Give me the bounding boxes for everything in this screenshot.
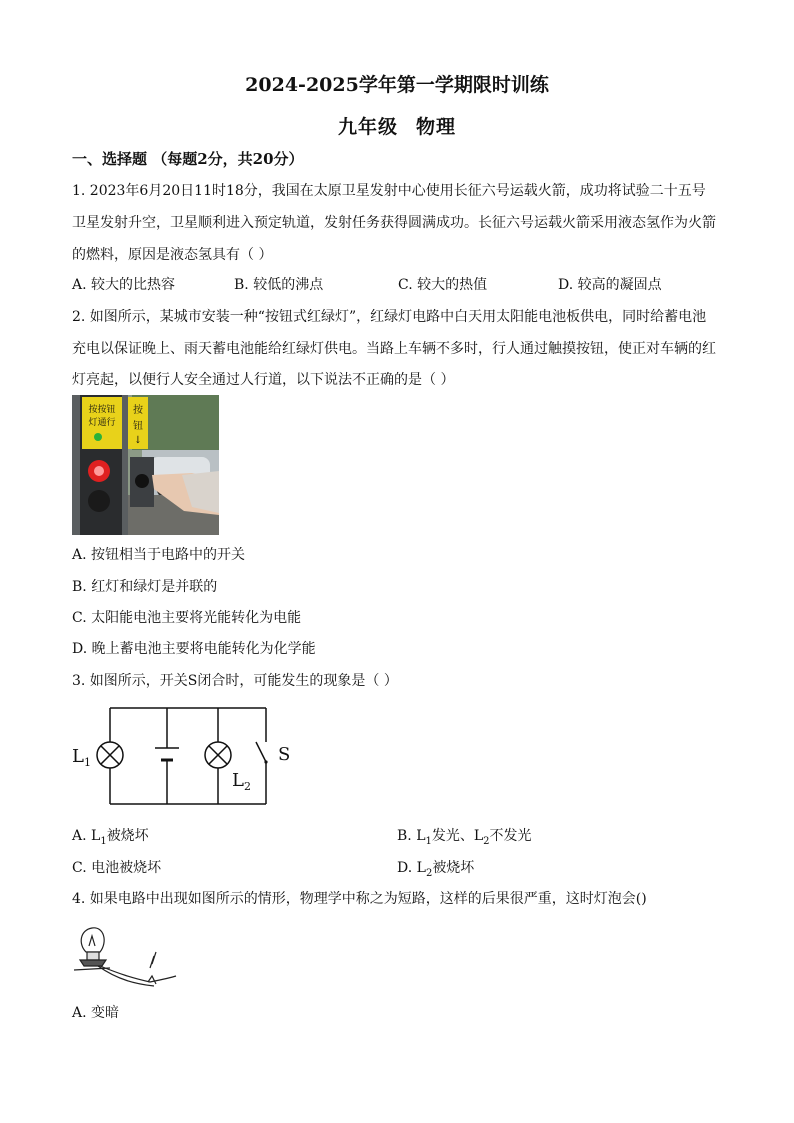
svg-text:↓: ↓: [133, 435, 143, 446]
q1-option-a: A. 较大的比热容: [72, 277, 176, 293]
circuit-diagram: [70, 700, 310, 814]
subject-label: 物理: [416, 116, 457, 138]
short-circuit-figure: [70, 922, 190, 1006]
sign-text-4: 钮: [133, 421, 143, 432]
circuit-diagram-svg: [70, 700, 310, 810]
lamp-l1-icon: [97, 742, 123, 768]
q1-option-d: D. 较高的凝固点: [558, 277, 662, 293]
q1-option-b: B. 较低的沸点: [234, 277, 324, 293]
green-light-icon: [88, 490, 110, 512]
q2-option-a: A. 按钮相当于电路中的开关: [72, 547, 246, 563]
q2-option-c: C. 太阳能电池主要将光能转化为电能: [72, 610, 302, 626]
sign-text-2: 灯通行: [88, 418, 116, 428]
q3-option-b: B. $L_1$发光、$L_2$不发光: [397, 828, 532, 847]
traffic-light-illustration: [72, 395, 219, 535]
q4-text-line-1: 4. 如果电路中出现如图所示的情形，物理学中称之为短路，这样的后果很严重，这时灯泡会(): [72, 891, 647, 907]
q3-option-a: A. $L_1$被烧坏: [72, 828, 149, 847]
label-l1: $L_1$: [72, 746, 91, 769]
q1-option-c: C. 较大的热值: [398, 277, 488, 293]
grade-label: 九年级: [337, 116, 398, 138]
bulb-short-circuit-icon: [70, 922, 190, 1002]
lamp-l2-icon: [205, 742, 231, 768]
exam-title: 2024-2025学年第一学期限时训练: [245, 74, 549, 96]
q1-text-line-2: 卫星发射升空，卫星顺利进入预定轨道，发射任务获得圆满成功。长征六号运载火箭采用液态氢作为火箭: [72, 215, 716, 231]
q1-text-line-3: 的燃料，原因是液态氢具有（ ）: [72, 247, 273, 263]
section-heading: 一、选择题 （每题2分，共20分）: [72, 150, 304, 168]
switch-icon: [264, 760, 267, 763]
traffic-light-photo: [72, 395, 219, 535]
battery-icon: [155, 748, 179, 760]
exam-subtitle: [0, 112, 794, 139]
q3-option-d: D. $L_2$被烧坏: [397, 860, 475, 879]
label-s: S: [278, 744, 291, 765]
q3-option-c: C. 电池被烧坏: [72, 860, 162, 876]
q2-option-d: D. 晚上蓄电池主要将电能转化为化学能: [72, 641, 316, 657]
q4-option-a: A. 变暗: [72, 1005, 120, 1021]
q3-text-line-1: 3. 如图所示，开关S闭合时，可能发生的现象是（ ）: [72, 673, 398, 689]
label-l2: $L_2$: [232, 770, 251, 793]
q2-option-b: B. 红灯和绿灯是并联的: [72, 579, 218, 595]
q2-text-line-2: 充电以保证晚上、雨天蓄电池能给红绿灯供电。当路上车辆不多时，行人通过触摸按钮，使正对车辆的红: [72, 341, 716, 357]
sign-text-1: 按按钮: [88, 405, 116, 415]
q2-text-line-3: 灯亮起，以便行人安全通过人行道，以下说法不正确的是（ ）: [72, 372, 455, 388]
q1-text-line-1: 1. 2023年6月20日11时18分，我国在太原卫星发射中心使用长征六号运载火箭，成功将试验二十五号: [72, 183, 706, 199]
q2-text-line-1: 2. 如图所示，某城市安装一种“按钮式红绿灯”，红绿灯电路中白天用太阳能电池板供电，同时给蓄电池: [72, 309, 707, 325]
sign-text-3: 按: [133, 405, 143, 416]
